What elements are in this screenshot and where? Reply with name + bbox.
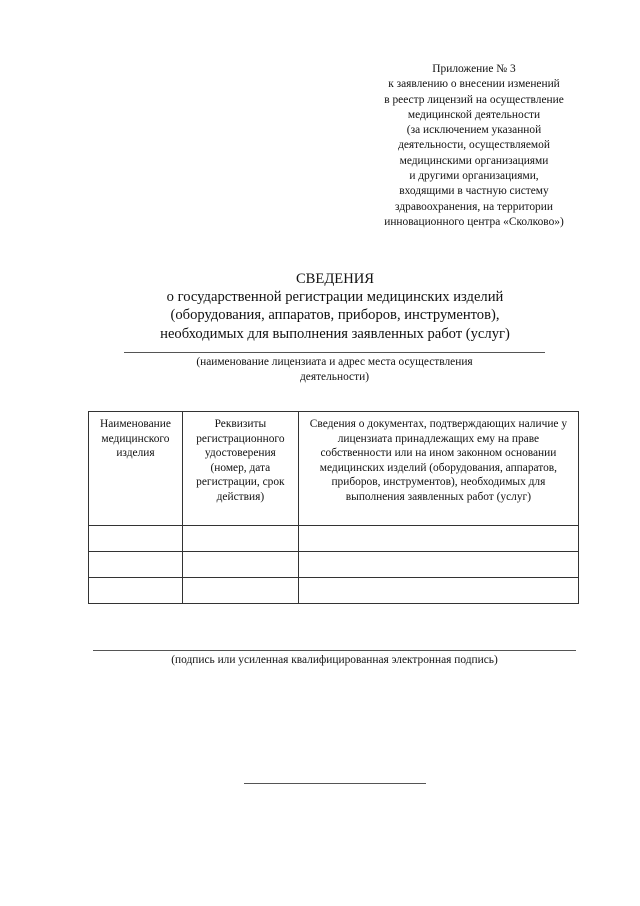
appendix-line: медицинскими организациями [399, 154, 549, 167]
appendix-line: Приложение № 3 [432, 63, 516, 75]
header-device-name: Наименование медицинского изделия [89, 412, 183, 526]
appendix-line: инновационного центра «Сколково») [384, 215, 564, 228]
document-title [90, 270, 580, 343]
title-line: (оборудования, аппаратов, приборов, инструментов), [170, 307, 500, 324]
appendix-line: деятельности, осуществляемой [398, 139, 550, 152]
appendix-line: входящими в частную систему [399, 185, 549, 198]
appendix-line: и другими организациями, [409, 170, 539, 183]
table-cell[interactable] [89, 552, 183, 578]
title-heading: СВЕДЕНИЯ [295, 271, 375, 287]
table-cell[interactable] [182, 578, 298, 604]
appendix-line: к заявлению о внесении изменений [388, 78, 560, 91]
table-cell[interactable] [182, 526, 298, 552]
devices-table [88, 411, 579, 604]
table-header-row [89, 412, 579, 526]
header-ownership-documents: Сведения о документах, подтверждающих наличие у лицензиата принадлежащих ему на праве собственности или на ином законном основании медицинских изделий (оборудования, аппаратов, приборов, инструментов), необходимых для выполнения заявленных работ (услуг) [298, 412, 578, 526]
appendix-line: здравоохранения, на территории [395, 200, 553, 213]
title-line: о государственной регистрации медицинских изделий [166, 289, 504, 306]
table-cell[interactable] [89, 526, 183, 552]
signature-line [93, 650, 576, 651]
table-cell[interactable] [298, 526, 578, 552]
title-line: необходимых для выполнения заявленных работ (услуг) [160, 325, 510, 342]
licensee-caption-line: деятельности) [299, 371, 369, 383]
table-cell[interactable] [182, 552, 298, 578]
date-line [244, 783, 426, 784]
table-cell[interactable] [298, 578, 578, 604]
table-cell[interactable] [89, 578, 183, 604]
table-row [89, 578, 579, 604]
appendix-note [360, 62, 588, 230]
table-row [89, 526, 579, 552]
appendix-line: медицинской деятельности [407, 108, 541, 121]
signature-caption: (подпись или усиленная квалифицированная электронная подпись) [171, 654, 498, 666]
header-registration-certificate: Реквизиты регистрационного удостоверения (номер, дата регистрации, срок действия) [182, 412, 298, 526]
appendix-line: в реестр лицензий на осуществление [384, 93, 564, 106]
licensee-caption [124, 355, 545, 385]
licensee-caption-line: (наименование лицензиата и адрес места осуществления [196, 356, 473, 368]
table-row [89, 552, 579, 578]
table-cell[interactable] [298, 552, 578, 578]
appendix-line: (за исключением указанной [406, 124, 542, 137]
licensee-line [124, 352, 545, 353]
